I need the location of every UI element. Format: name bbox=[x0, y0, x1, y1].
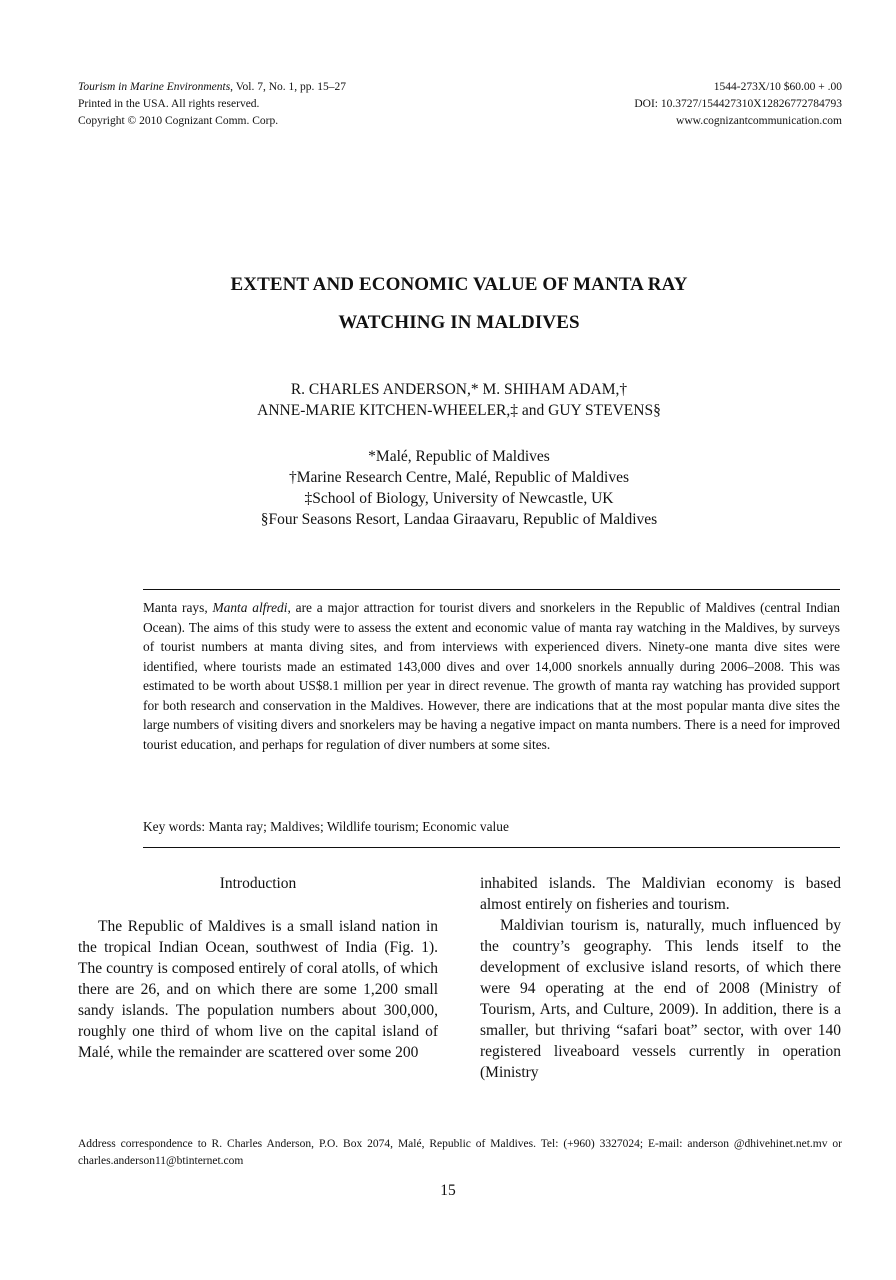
journal-citation bbox=[78, 79, 498, 96]
abstract-body: , are a major attraction for tourist divers and snorkelers in the Republic of Maldives (central Indian Ocean). The aims of this study were to assess the extent and economic value of manta ray watching in the Maldives, by surveys of tourist numbers at manta diving sites, and from interviews with experienced divers. Ninety-one manta dive sites were identified, where tourists made an estimated 143,000 dives and over 14,000 snorkels annually during 2006–2008. This was estimated to be worth about US$8.1 million per year in direct revenue. The growth of manta ray watching has provided support for both research and conservation in the Maldives. However, there are indications that at the most popular manta dive sites the large numbers of visiting divers and snorkelers may be having a negative impact on manta numbers. There is a need for improved tourist education, and perhaps for regulation of diver numbers at some sites. bbox=[143, 600, 840, 752]
body-paragraph-continued: inhabited islands. The Maldivian economy is based almost entirely on fisheries and tourism. bbox=[480, 875, 841, 913]
body-column-left bbox=[78, 873, 438, 1063]
authors-line-1: R. CHARLES ANDERSON,* M. SHIHAM ADAM,† bbox=[290, 381, 628, 398]
issn-price: 1544-273X/10 $60.00 + .00 bbox=[713, 81, 842, 93]
author-list bbox=[100, 379, 818, 421]
authors-line-2: ANNE-MARIE KITCHEN-WHEELER,‡ and GUY STEVENS§ bbox=[257, 402, 661, 419]
doi: DOI: 10.3727/154427310X12826772784793 bbox=[634, 98, 842, 110]
body-paragraph: The Republic of Maldives is a small island nation in the tropical Indian Ocean, southwest of India (Fig. 1). The country is composed entirely of coral atolls, of which there are 26, and on which there are some 1,200 small sandy islands. The population numbers about 300,000, roughly one third of whom live on the capital island of Malé, while the remainder are scattered over some 200 bbox=[78, 918, 438, 1061]
body-column-right bbox=[480, 873, 841, 1083]
affiliation-3: ‡School of Biology, University of Newcastle, UK bbox=[304, 490, 614, 507]
journal-header-left bbox=[78, 79, 498, 130]
journal-header-right bbox=[470, 79, 842, 130]
affiliation-4: §Four Seasons Resort, Landaa Giraavaru, Republic of Maldives bbox=[260, 511, 658, 528]
abstract-bottom-rule bbox=[143, 847, 840, 848]
affiliations bbox=[100, 446, 818, 530]
correspondence-footnote: Address correspondence to R. Charles Anderson, P.O. Box 2074, Malé, Republic of Maldives. Tel: (+960) 3327024; E-mail: anderson @dhivehinet.net.mv or charles.anderson11@btinternet.com bbox=[78, 1138, 842, 1167]
section-heading: Introduction bbox=[219, 875, 297, 892]
abstract-species: Manta alfredi bbox=[212, 600, 288, 615]
journal-name: Tourism in Marine Environments bbox=[78, 81, 231, 93]
body-paragraph: Maldivian tourism is, naturally, much influenced by the country’s geography. This lends itself to the development of exclusive island resorts, of which there were 94 operating at the end of 2008 (Ministry of Tourism, Arts, and Culture, 2009). In addition, there is a smaller, but thriving “safari boat” sector, with over 140 registered liveaboard vessels currently in operation (Ministry bbox=[480, 917, 841, 1081]
abstract bbox=[143, 598, 840, 754]
title-line-1: EXTENT AND ECONOMIC VALUE OF MANTA RAY bbox=[230, 274, 688, 295]
abstract-top-rule bbox=[143, 589, 840, 590]
keywords: Key words: Manta ray; Maldives; Wildlife tourism; Economic value bbox=[143, 819, 509, 834]
title-line-2: WATCHING IN MALDIVES bbox=[338, 312, 580, 333]
journal-volume: , Vol. 7, No. 1, pp. 15–27 bbox=[230, 81, 347, 93]
affiliation-2: †Marine Research Centre, Malé, Republic of Maldives bbox=[288, 469, 630, 486]
affiliation-1: *Malé, Republic of Maldives bbox=[368, 448, 550, 465]
printed-notice: Printed in the USA. All rights reserved. bbox=[78, 98, 260, 110]
abstract-lead: Manta rays, bbox=[143, 600, 213, 615]
copyright-notice: Copyright © 2010 Cognizant Comm. Corp. bbox=[78, 115, 279, 127]
paper-title bbox=[100, 266, 818, 342]
page-number: 15 bbox=[440, 1182, 456, 1199]
publisher-url: www.cognizantcommunication.com bbox=[676, 115, 842, 127]
